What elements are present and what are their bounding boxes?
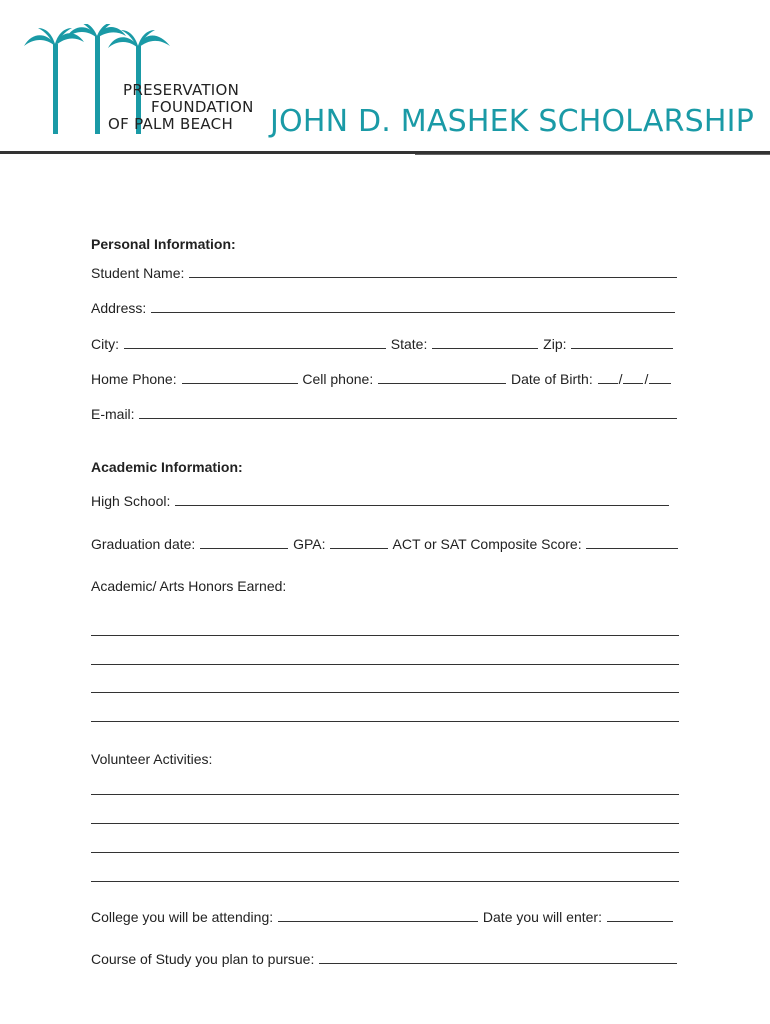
volunteer-line[interactable]	[91, 794, 679, 795]
enter-date-field[interactable]	[607, 909, 673, 922]
enter-date-label: Date you will enter:	[482, 909, 602, 925]
state-label: State:	[390, 336, 428, 352]
header-divider-thin	[415, 154, 770, 155]
honors-line[interactable]	[91, 721, 679, 722]
phone-dob-row	[91, 371, 672, 387]
volunteer-activities-label: Volunteer Activities:	[91, 751, 213, 767]
honors-label: Academic/ Arts Honors Earned:	[91, 578, 287, 594]
honors-line[interactable]	[91, 692, 679, 693]
dob-month-field[interactable]	[598, 371, 618, 384]
state-field[interactable]	[432, 336, 538, 349]
organization-name	[108, 82, 254, 133]
student-name-row	[91, 265, 678, 281]
org-name-line: FOUNDATION	[151, 98, 254, 116]
course-of-study-field[interactable]	[319, 951, 677, 964]
honors-line[interactable]	[91, 664, 679, 665]
high-school-label: High School:	[91, 493, 171, 509]
course-of-study-row	[91, 951, 678, 967]
gpa-field[interactable]	[330, 536, 388, 549]
gpa-label: GPA:	[293, 536, 326, 552]
student-name-field[interactable]	[189, 265, 677, 278]
student-name-label: Student Name:	[91, 265, 185, 281]
city-field[interactable]	[124, 336, 386, 349]
org-name-line: PRESERVATION	[123, 81, 240, 99]
dob-day-field[interactable]	[623, 371, 643, 384]
document-title: JOHN D. MASHEK SCHOLARSHIP	[270, 104, 755, 139]
email-row	[91, 406, 678, 422]
personal-info-heading: Personal Information:	[91, 236, 236, 252]
dob-label: Date of Birth:	[511, 371, 593, 387]
home-phone-label: Home Phone:	[91, 371, 177, 387]
city-state-zip-row	[91, 336, 674, 352]
volunteer-line[interactable]	[91, 823, 679, 824]
zip-label: Zip:	[543, 336, 567, 352]
dob-separator: /	[644, 371, 649, 387]
email-field[interactable]	[139, 406, 677, 419]
graduation-gpa-score-row	[91, 536, 679, 552]
volunteer-line[interactable]	[91, 852, 679, 853]
composite-score-field[interactable]	[586, 536, 678, 549]
dob-year-field[interactable]	[649, 371, 671, 384]
college-row	[91, 909, 674, 925]
address-field[interactable]	[151, 300, 675, 313]
course-of-study-label: Course of Study you plan to pursue:	[91, 951, 315, 967]
high-school-field[interactable]	[175, 493, 669, 506]
graduation-date-label: Graduation date:	[91, 536, 196, 552]
address-label: Address:	[91, 300, 147, 316]
honors-line[interactable]	[91, 635, 679, 636]
volunteer-line[interactable]	[91, 881, 679, 882]
address-row	[91, 300, 676, 316]
graduation-date-field[interactable]	[200, 536, 288, 549]
composite-score-label: ACT or SAT Composite Score:	[392, 536, 582, 552]
document-header	[0, 0, 770, 160]
org-name-line: OF PALM BEACH	[108, 115, 234, 133]
college-attending-field[interactable]	[278, 909, 478, 922]
zip-field[interactable]	[571, 336, 673, 349]
academic-info-heading: Academic Information:	[91, 459, 243, 475]
email-label: E-mail:	[91, 406, 135, 422]
college-attending-label: College you will be attending:	[91, 909, 274, 925]
cell-phone-field[interactable]	[378, 371, 506, 384]
high-school-row	[91, 493, 670, 509]
home-phone-field[interactable]	[182, 371, 298, 384]
city-label: City:	[91, 336, 119, 352]
dob-separator: /	[618, 371, 623, 387]
cell-phone-label: Cell phone:	[302, 371, 374, 387]
